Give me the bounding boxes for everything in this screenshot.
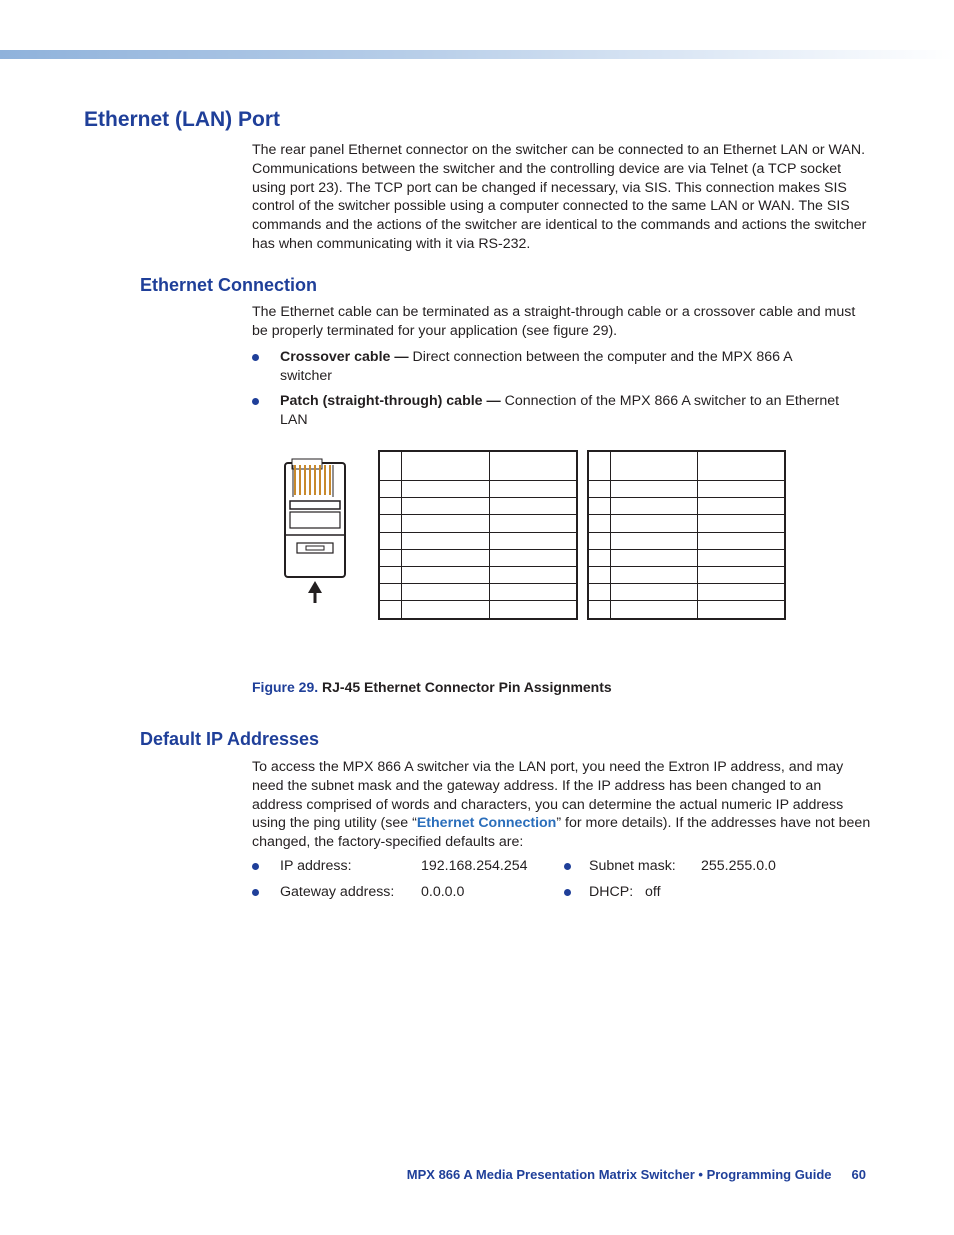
ethernet-connection-paragraph: The Ethernet cable can be terminated as a straight-through cable or a crossover cable and must be properly terminated for your application (see figure 29).	[252, 304, 856, 339]
bullet-patch-desc: Connection of the MPX 866 A switcher to an Ethernet LAN	[280, 393, 840, 428]
figure-title: RJ-45 Ethernet Connector Pin Assignments	[318, 679, 612, 695]
default-values-list	[252, 857, 852, 905]
intro-paragraph: The rear panel Ethernet connector on the switcher can be connected to an Ethernet LAN or WAN. Communications between the switcher and the controlling device are via Telnet (a TCP socket using port 23). The TCP port can be changed if necessary, via SIS. This connection makes SIS control of the switcher possible using a computer connected to the same LAN or WAN. The SIS commands and the actions of the switcher are identical to the commands and actions the switcher has when communicating with it via RS-232.	[252, 142, 867, 252]
dhcp-value: off	[645, 884, 661, 900]
table-row	[379, 498, 577, 515]
pin-table-right	[587, 450, 786, 620]
bullet-dot-icon	[564, 889, 571, 896]
default-ip-text-before: To access the MPX 866 A switcher via the LAN port, you need the Extron IP address, and may need the subnet mask and the gateway address. If the IP address has been changed to an address comprised of words and characters, you can determine the actual numeric IP address using the ping utility (see “	[252, 759, 844, 832]
table-row	[379, 481, 577, 498]
table-row	[379, 549, 577, 566]
gateway-address-value: 0.0.0.0	[421, 884, 465, 900]
subnet-mask-value: 255.255.0.0	[701, 858, 776, 874]
default-ip-heading: Default IP Addresses	[140, 729, 320, 749]
table-row	[379, 584, 577, 601]
bullet-crossover-text	[280, 348, 840, 386]
bullet-crossover-desc: Direct connection between the computer and the MPX 866 A switcher	[280, 349, 792, 384]
table-row	[379, 566, 577, 583]
default-ip-paragraph	[252, 758, 874, 852]
bullet-patch-text	[280, 392, 840, 430]
table-row	[588, 481, 785, 498]
ethernet-connection-heading: Ethernet Connection	[140, 275, 318, 295]
table-row	[379, 532, 577, 549]
ethernet-connection-link[interactable]: Ethernet Connection	[416, 815, 557, 832]
table-row	[379, 515, 577, 532]
table-row	[588, 566, 785, 583]
table-row	[588, 532, 785, 549]
page-footer	[407, 1167, 866, 1182]
bullet-dot-icon	[252, 863, 259, 870]
bullet-dot-icon	[252, 889, 259, 896]
ip-address-value: 192.168.254.254	[421, 858, 528, 874]
bullet-patch-term: Patch (straight-through) cable —	[280, 393, 501, 409]
bullet-dot-icon	[564, 863, 571, 870]
page-number: 60	[851, 1167, 866, 1182]
dhcp-label: DHCP:	[589, 884, 634, 900]
gateway-address-label: Gateway address:	[280, 884, 395, 900]
table-row	[379, 451, 577, 481]
table-row	[588, 498, 785, 515]
rj45-connector-icon	[280, 455, 352, 605]
bullet-crossover-term: Crossover cable —	[280, 349, 409, 365]
header-gradient-bar	[0, 50, 954, 59]
bullet-dot-icon	[252, 354, 259, 361]
table-row	[588, 549, 785, 566]
figure-caption	[252, 679, 612, 695]
table-row	[588, 601, 785, 619]
ip-address-label: IP address:	[280, 858, 352, 874]
pin-table-left	[378, 450, 578, 620]
subnet-mask-label: Subnet mask:	[589, 858, 676, 874]
bullet-dot-icon	[252, 398, 259, 405]
table-row	[588, 584, 785, 601]
footer-title: MPX 866 A Media Presentation Matrix Switcher • Programming Guide	[406, 1167, 832, 1182]
table-row	[588, 515, 785, 532]
section-title: Ethernet (LAN) Port	[84, 108, 280, 131]
default-ip-text-after: ” for more details). If the addresses have not been changed, the factory-specified defaults are:	[252, 815, 871, 851]
figure-label: Figure 29.	[252, 679, 319, 695]
table-row	[588, 451, 785, 481]
table-row	[379, 601, 577, 619]
